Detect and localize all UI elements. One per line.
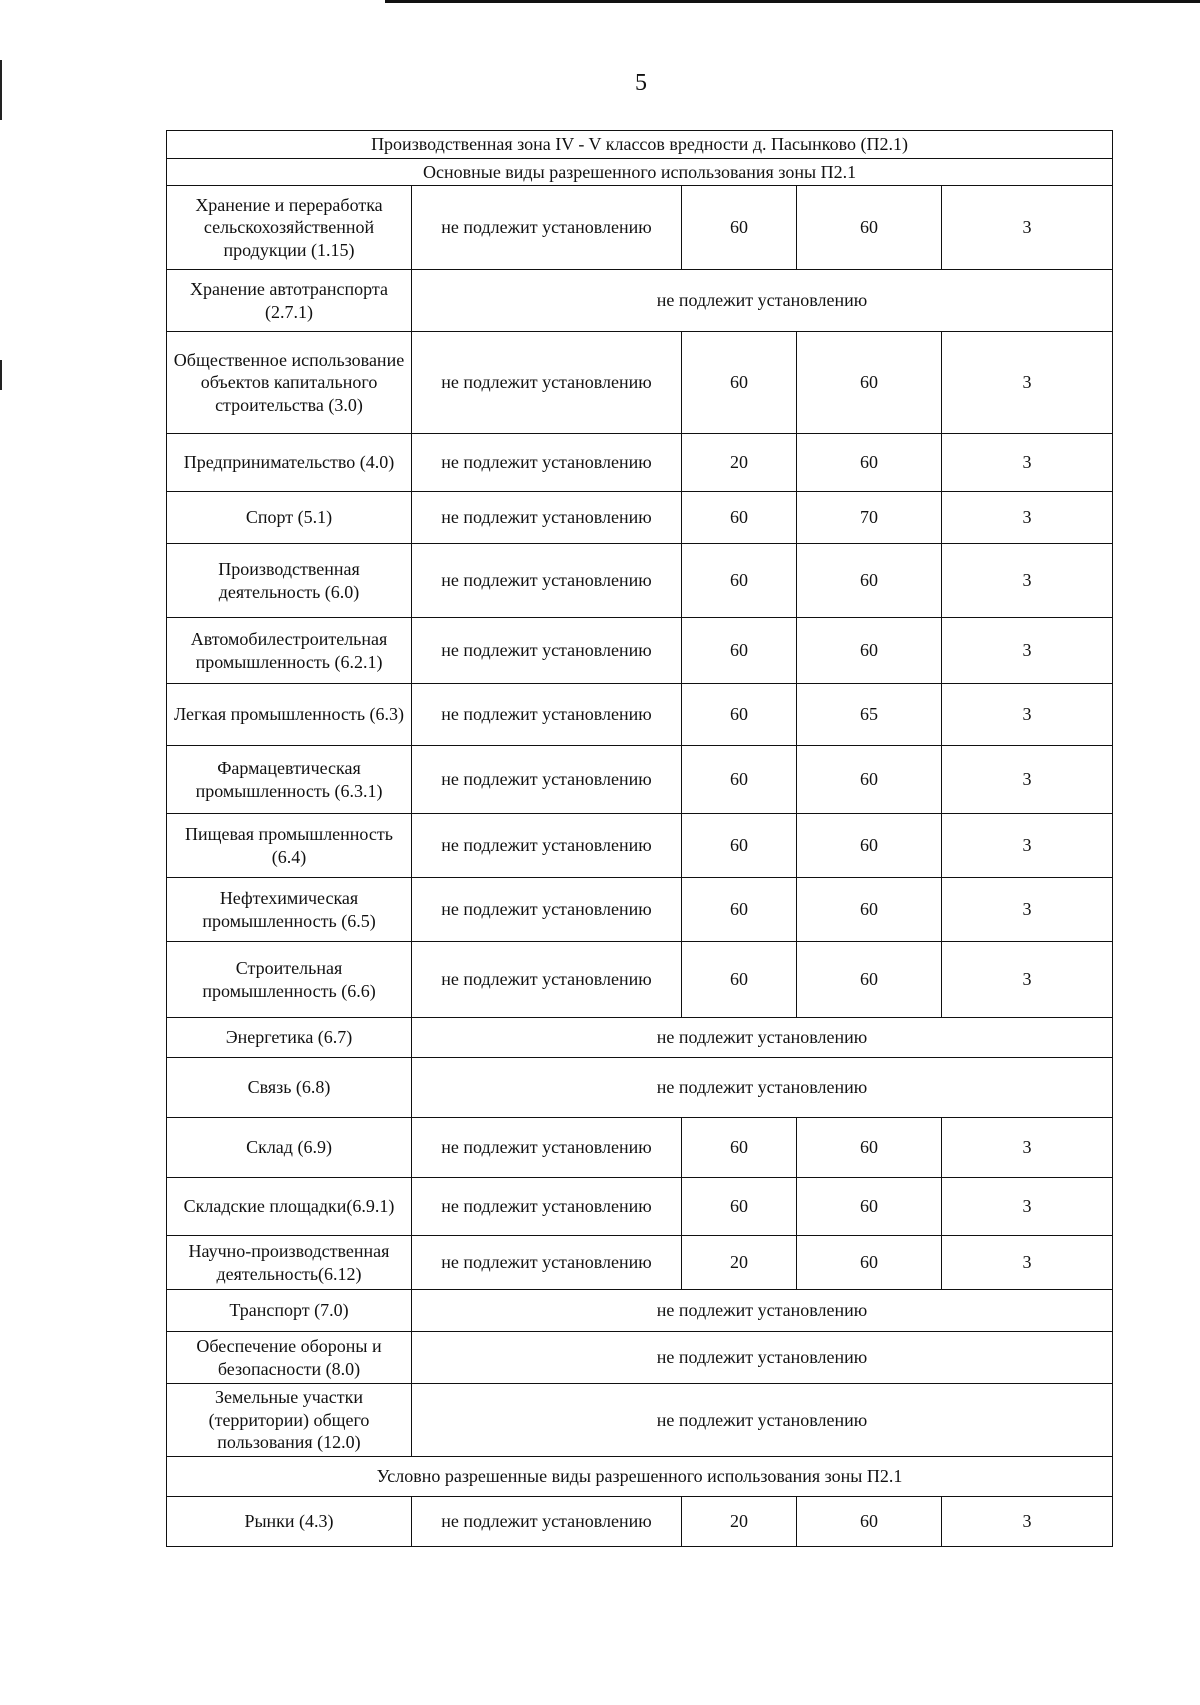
- parameter-cell: 3: [942, 746, 1113, 814]
- table-row: [167, 1118, 1113, 1178]
- parameter-cell: не подлежит установлению: [412, 1178, 682, 1236]
- parameter-cell: не подлежит установлению: [412, 492, 682, 544]
- parameter-cell: 3: [942, 684, 1113, 746]
- parameter-cell: 3: [942, 814, 1113, 878]
- parameter-cell: 60: [797, 746, 942, 814]
- scan-edge-mark: [0, 360, 2, 390]
- table-title: Производственная зона IV - V классов вредности д. Пасынково (П2.1): [167, 131, 1113, 159]
- parameter-cell: 60: [797, 618, 942, 684]
- parameter-cell: не подлежит установлению: [412, 618, 682, 684]
- parameter-cell: 3: [942, 1496, 1113, 1546]
- table-row: [167, 814, 1113, 878]
- parameter-cell: 60: [682, 878, 797, 942]
- parameter-cell: не подлежит установлению: [412, 814, 682, 878]
- parameter-cell: не подлежит установлению: [412, 332, 682, 434]
- parameter-cell: 60: [682, 1118, 797, 1178]
- parameter-cell: не подлежит установлению: [412, 746, 682, 814]
- page-number: 5: [635, 70, 647, 96]
- parameter-cell: 60: [682, 492, 797, 544]
- table-row: [167, 1236, 1113, 1290]
- use-type-name: Научно-производственная деятельность(6.12): [167, 1236, 412, 1290]
- table-row: [167, 1058, 1113, 1118]
- parameter-cell: 60: [682, 942, 797, 1018]
- table-row: [167, 684, 1113, 746]
- parameter-cell: 3: [942, 1236, 1113, 1290]
- parameter-cell: 3: [942, 544, 1113, 618]
- table-row: [167, 746, 1113, 814]
- table-row: [167, 544, 1113, 618]
- parameter-cell: 60: [797, 1178, 942, 1236]
- parameter-cell: 3: [942, 186, 1113, 270]
- use-type-name: Обеспечение обороны и безопасности (8.0): [167, 1332, 412, 1384]
- zone-table: [166, 130, 1113, 1547]
- parameter-cell: не подлежит установлению: [412, 684, 682, 746]
- table-row: [167, 434, 1113, 492]
- parameter-cell: 60: [797, 1236, 942, 1290]
- parameter-cell: не подлежит установлению: [412, 434, 682, 492]
- use-type-name: Фармацевтическая промышленность (6.3.1): [167, 746, 412, 814]
- use-type-name: Энергетика (6.7): [167, 1018, 412, 1058]
- merged-parameter-cell: не подлежит установлению: [412, 1058, 1113, 1118]
- parameter-cell: 60: [797, 1496, 942, 1546]
- parameter-cell: 70: [797, 492, 942, 544]
- parameter-cell: не подлежит установлению: [412, 186, 682, 270]
- table-row: [167, 942, 1113, 1018]
- parameter-cell: 60: [797, 332, 942, 434]
- parameter-cell: 20: [682, 1496, 797, 1546]
- parameter-cell: 60: [682, 814, 797, 878]
- merged-parameter-cell: не подлежит установлению: [412, 270, 1113, 332]
- parameter-cell: 60: [682, 618, 797, 684]
- parameter-cell: 3: [942, 618, 1113, 684]
- use-type-name: Предпринимательство (4.0): [167, 434, 412, 492]
- parameter-cell: 3: [942, 434, 1113, 492]
- parameter-cell: 60: [682, 186, 797, 270]
- use-type-name: Рынки (4.3): [167, 1496, 412, 1546]
- parameter-cell: не подлежит установлению: [412, 1236, 682, 1290]
- table-row: [167, 1290, 1113, 1332]
- use-type-name: Земельные участки (территории) общего пользования (12.0): [167, 1384, 412, 1457]
- parameter-cell: 20: [682, 1236, 797, 1290]
- parameter-cell: не подлежит установлению: [412, 878, 682, 942]
- use-type-name: Пищевая промышленность (6.4): [167, 814, 412, 878]
- table-row: [167, 270, 1113, 332]
- table-row: [167, 878, 1113, 942]
- use-type-name: Связь (6.8): [167, 1058, 412, 1118]
- use-type-name: Склад (6.9): [167, 1118, 412, 1178]
- use-type-name: Спорт (5.1): [167, 492, 412, 544]
- merged-parameter-cell: не подлежит установлению: [412, 1290, 1113, 1332]
- section-header-conditional: Условно разрешенные виды разрешенного использования зоны П2.1: [167, 1456, 1113, 1496]
- use-type-name: Хранение автотранспорта (2.7.1): [167, 270, 412, 332]
- use-type-name: Автомобилестроительная промышленность (6.2.1): [167, 618, 412, 684]
- table-row: [167, 1178, 1113, 1236]
- parameter-cell: 60: [797, 186, 942, 270]
- merged-parameter-cell: не подлежит установлению: [412, 1332, 1113, 1384]
- parameter-cell: 60: [797, 434, 942, 492]
- parameter-cell: 60: [682, 332, 797, 434]
- parameter-cell: 3: [942, 1178, 1113, 1236]
- use-type-name: Складские площадки(6.9.1): [167, 1178, 412, 1236]
- use-type-name: Строительная промышленность (6.6): [167, 942, 412, 1018]
- table-row: [167, 618, 1113, 684]
- use-type-name: Хранение и переработка сельскохозяйственной продукции (1.15): [167, 186, 412, 270]
- parameter-cell: 3: [942, 332, 1113, 434]
- top-border-line: [385, 0, 1200, 3]
- parameter-cell: не подлежит установлению: [412, 1118, 682, 1178]
- parameter-cell: 3: [942, 1118, 1113, 1178]
- parameter-cell: 60: [797, 544, 942, 618]
- parameter-cell: 60: [797, 878, 942, 942]
- parameter-cell: 3: [942, 492, 1113, 544]
- parameter-cell: 60: [682, 684, 797, 746]
- table-row: [167, 1332, 1113, 1384]
- parameter-cell: 60: [682, 1178, 797, 1236]
- parameter-cell: не подлежит установлению: [412, 1496, 682, 1546]
- table-row: [167, 1384, 1113, 1457]
- table-row: [167, 1496, 1113, 1546]
- parameter-cell: 60: [797, 1118, 942, 1178]
- parameter-cell: не подлежит установлению: [412, 942, 682, 1018]
- parameter-cell: не подлежит установлению: [412, 544, 682, 618]
- use-type-name: Легкая промышленность (6.3): [167, 684, 412, 746]
- use-type-name: Производственная деятельность (6.0): [167, 544, 412, 618]
- parameter-cell: 65: [797, 684, 942, 746]
- parameter-cell: 60: [797, 814, 942, 878]
- use-type-name: Нефтехимическая промышленность (6.5): [167, 878, 412, 942]
- section-header-main: Основные виды разрешенного использования зоны П2.1: [167, 158, 1113, 186]
- merged-parameter-cell: не подлежит установлению: [412, 1018, 1113, 1058]
- table-row: [167, 186, 1113, 270]
- merged-parameter-cell: не подлежит установлению: [412, 1384, 1113, 1457]
- parameter-cell: 60: [682, 544, 797, 618]
- use-type-name: Транспорт (7.0): [167, 1290, 412, 1332]
- parameter-cell: 20: [682, 434, 797, 492]
- table-row: [167, 1018, 1113, 1058]
- parameter-cell: 60: [682, 746, 797, 814]
- parameter-cell: 3: [942, 878, 1113, 942]
- table-row: [167, 332, 1113, 434]
- parameter-cell: 60: [797, 942, 942, 1018]
- table-row: [167, 492, 1113, 544]
- parameter-cell: 3: [942, 942, 1113, 1018]
- use-type-name: Общественное использование объектов капитального строительства (3.0): [167, 332, 412, 434]
